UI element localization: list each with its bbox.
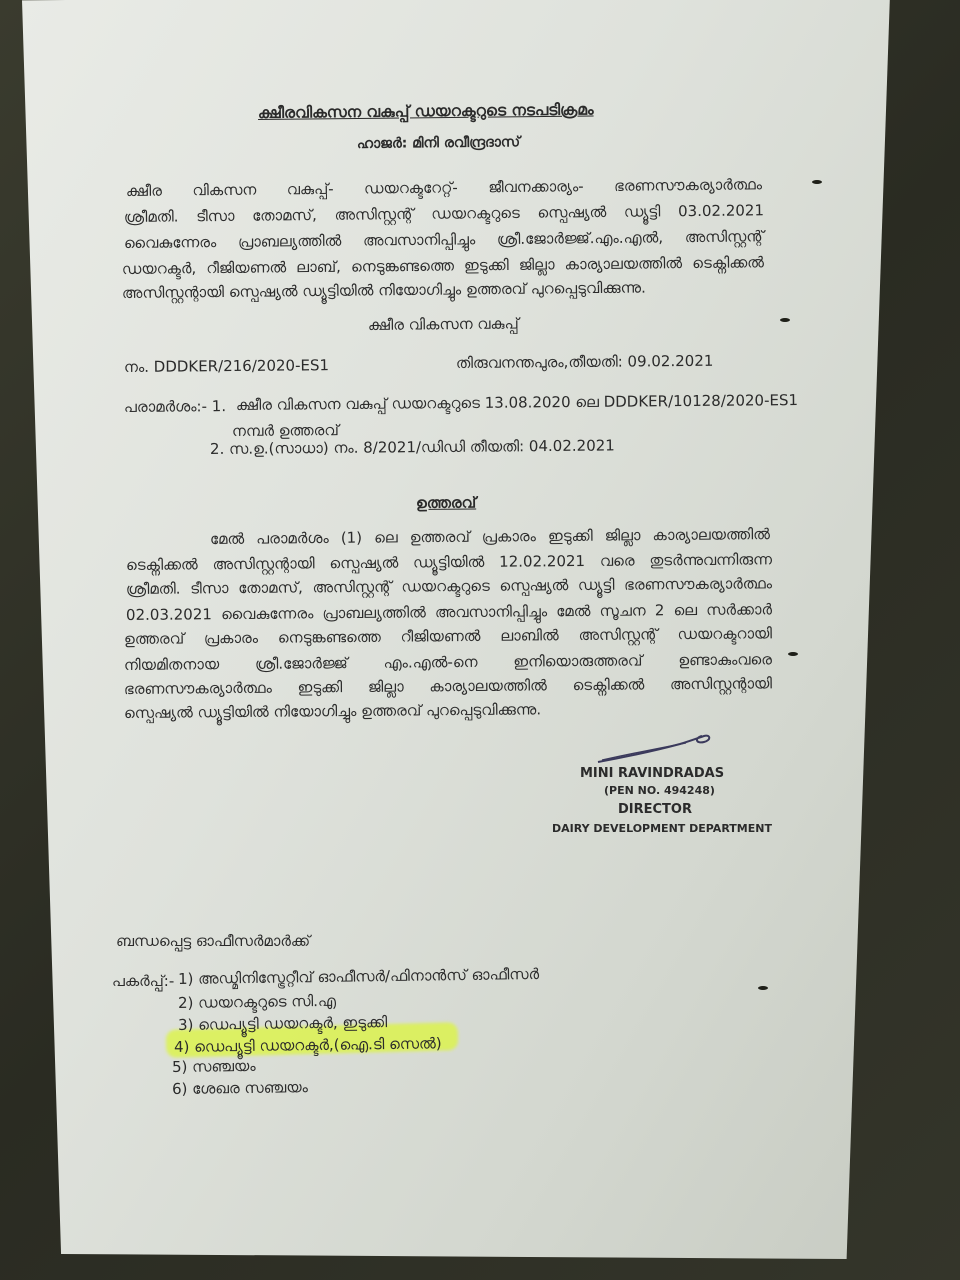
copy-item-1: 1) അഡ്മിനിസ്ട്രേറ്റീവ് ഓഫീസർ/ഫിനാൻസ് ഓഫീസർ [177, 964, 540, 988]
order-line-6: നിയമിതനായ ശ്രീ.ജോർജ്ജ് എം.എൽ-നെ ഇനിയൊരുത്തരവ് ഉണ്ടാകുംവരെ [123, 650, 773, 674]
copy-item-4: 4) ഡെപ്യൂട്ടി ഡയറക്ടർ,(ഐ.ടി സെൽ) [173, 1034, 442, 1056]
order-line-3: ശ്രീമതി. ടീസാ തോമസ്, അസിസ്റ്റന്റ് ഡയറക്ടറുടെ സ്പെഷ്യൽ ഡ്യൂട്ടി ഭരണസൗകര്യാർത്ഥം [125, 574, 773, 598]
reference-1-line-1: ക്ഷീര വികസന വകുപ്പ് ഡയറക്ടറുടെ 13.08.2020 ലെ DDDKER/10128/2020-ES1 [235, 391, 799, 414]
recipients-to: ബന്ധപ്പെട്ട ഓഫീസർമാർക്ക് [116, 932, 311, 950]
order-line-2: ടെക്നിക്കൽ അസിസ്റ്റന്റായി സ്പെഷ്യൽ ഡ്യൂട്ടിയിൽ 12.02.2021 വരെ തുടർന്നുവന്നിരുന്ന [125, 550, 773, 574]
copy-item-3: 3) ഡെപ്യൂട്ടി ഡയറക്ടർ, ഇടുക്കി [177, 1013, 388, 1034]
copy-item-2: 2) ഡയറക്ടറുടെ സി.എ [177, 991, 337, 1012]
signature-scribble [590, 730, 720, 770]
subject-line-2: ശ്രീമതി. ടീസാ തോമസ്, അസിസ്റ്റന്റ് ഡയറക്ടറുടെ സ്പെഷ്യൽ ഡ്യൂട്ടി 03.02.2021 [123, 201, 765, 226]
subject-line-5: അസിസ്റ്റന്റായി സ്പെഷ്യൽ ഡ്യൂട്ടിയിൽ നിയോഗിച്ചും ഉത്തരവ് പുറപ്പെടുവിക്കുന്നു. [121, 278, 646, 302]
copy-item-6: 6) ശേഖര സഞ്ചയം [171, 1078, 308, 1098]
order-line-5: ഉത്തരവ് പ്രകാരം നെടുങ്കണ്ടത്തെ റീജിയണൽ ലാബിൽ അസിസ്റ്റന്റ് ഡയറക്ടറായി [123, 624, 773, 648]
signatory-name: MINI RAVINDRADAS [580, 766, 725, 781]
department-name: ക്ഷീര വികസന വകുപ്പ് [367, 314, 519, 334]
order-line-1: മേൽ പരാമർശം (1) ലെ ഉത്തരവ് പ്രകാരം ഇടുക്കി ജില്ലാ കാര്യാലയത്തിൽ [209, 525, 771, 548]
present-officer: ഹാജർ: മിനി രവീന്ദ്രദാസ് [356, 134, 521, 152]
pen-number: (PEN NO. 494248) [604, 784, 715, 797]
edge-mark [812, 180, 822, 184]
references-label: പരാമർശം:- 1. [123, 397, 227, 416]
subject-line-3: വൈകുന്നേരം പ്രാബല്യത്തിൽ അവസാനിപ്പിച്ചും ശ്രീ.ജോർജ്ജ്.എം.എൽ, അസിസ്റ്റന്റ് [123, 227, 765, 252]
edge-mark [788, 652, 798, 656]
edge-mark [780, 318, 790, 322]
order-line-8: സ്പെഷ്യൽ ഡ്യൂട്ടിയിൽ നിയോഗിച്ചും ഉത്തരവ് പുറപ്പെടുവിക്കുന്നു. [123, 700, 542, 722]
reference-2: 2. സ.ഉ.(സാധാ) നം. 8/2021/ഡിഡി തീയതി: 04.02.2021 [209, 436, 615, 458]
signatory-department: DAIRY DEVELOPMENT DEPARTMENT [552, 822, 772, 835]
reference-1-line-2: നമ്പർ ഉത്തരവ് [231, 421, 339, 440]
document-title: ക്ഷീരവികസന വകുപ്പ് ഡയറക്ടറുടെ നടപടിക്രമം [257, 100, 594, 122]
subject-line-4: ഡയറക്ടർ, റീജിയണൽ ലാബ്, നെടുങ്കണ്ടത്തെ ഇടുക്കി ജില്ലാ കാര്യാലയത്തിൽ ടെക്നിക്കൽ [121, 253, 765, 278]
order-heading: ഉത്തരവ് [415, 493, 477, 512]
place-date: തിരുവനന്തപുരം,തീയതി: 09.02.2021 [455, 351, 714, 372]
subject-line-1: ക്ഷീര വികസന വകുപ്പ്- ഡയറക്ടറേറ്റ്- ജീവനക്കാര്യം- ഭരണസൗകര്യാർത്ഥം [125, 175, 763, 200]
edge-mark [758, 986, 768, 990]
order-line-4: 02.03.2021 വൈകുന്നേരം പ്രാബല്യത്തിൽ അവസാനിപ്പിച്ചും മേൽ സൂചന 2 ലെ സർക്കാർ [125, 600, 773, 624]
copy-label: പകർപ്പ്:- [112, 972, 175, 990]
reference-number: നം. DDDKER/216/2020-ES1 [123, 356, 330, 376]
copy-item-5: 5) സഞ്ചയം [171, 1056, 256, 1076]
designation: DIRECTOR [618, 802, 692, 817]
order-line-7: ഭരണസൗകര്യാർത്ഥം ഇടുക്കി ജില്ലാ കാര്യാലയത്തിൽ ടെക്നിക്കൽ അസിസ്റ്റന്റായി [123, 674, 773, 698]
